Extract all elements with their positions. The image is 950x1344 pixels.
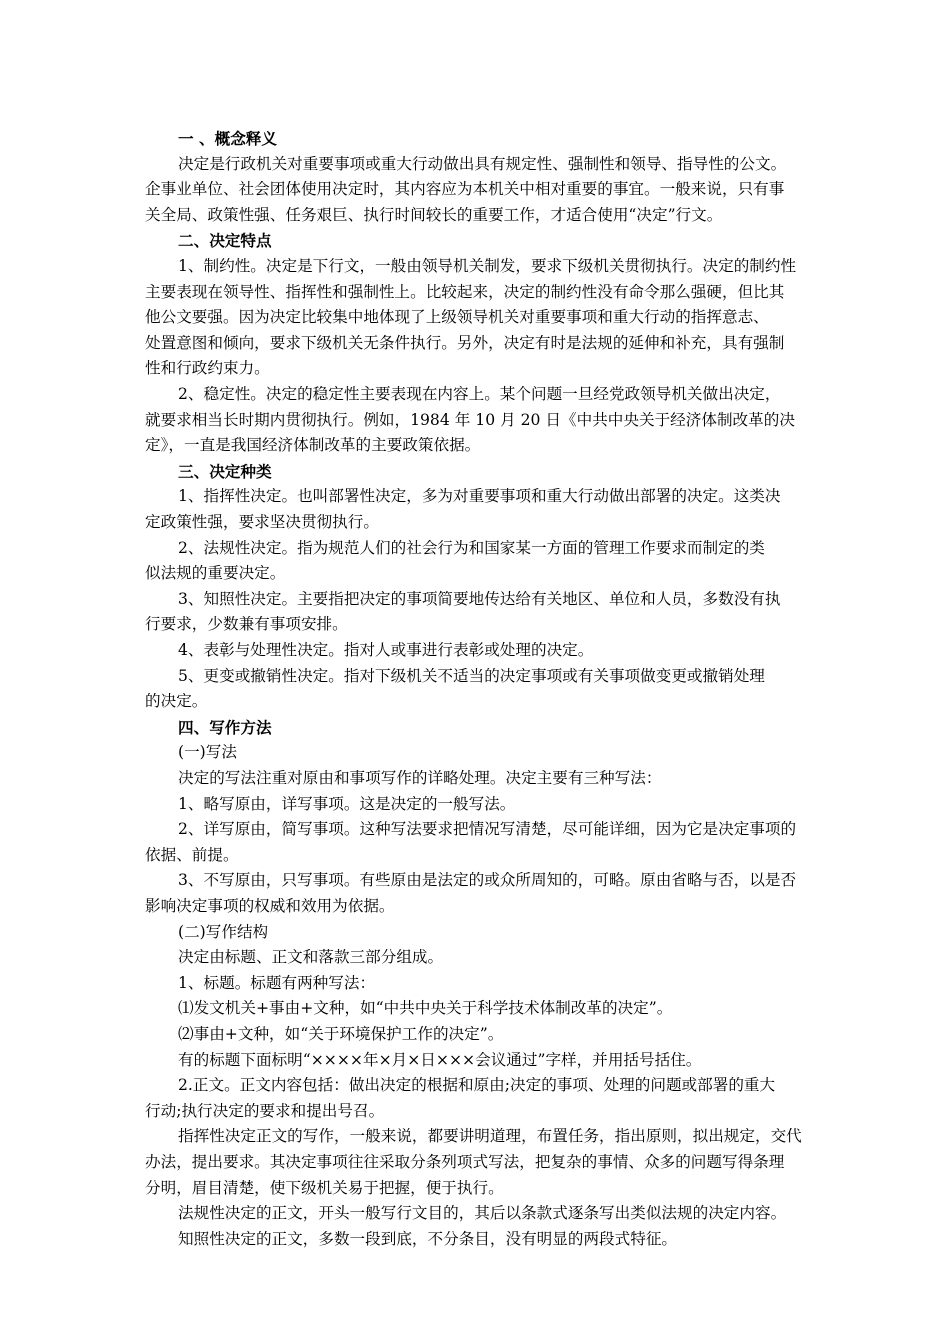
text-line: 定》，一直是我国经济体制改革的主要政策依据。 bbox=[145, 436, 481, 455]
text-line: 分明，眉目清楚，使下级机关易于把握，便于执行。 bbox=[145, 1178, 504, 1197]
text-line: (二)写作结构 bbox=[178, 922, 269, 941]
text-line: 法规性决定的正文，开头一般写行文目的，其后以条款式逐条写出类似法规的决定内容。 bbox=[178, 1204, 787, 1223]
text-line: 有的标题下面标明“××××年×月×日×××会议通过”字样，并用括号括住。 bbox=[178, 1050, 702, 1069]
text-line: 3、知照性决定。主要指把决定的事项简要地传达给有关地区、单位和人员，多数没有执 bbox=[178, 589, 781, 608]
text-line: 企事业单位、社会团体使用决定时，其内容应为本机关中相对重要的事宜。一般来说，只有事 bbox=[145, 180, 785, 199]
text-line: 决定由标题、正文和落款三部分组成。 bbox=[178, 948, 444, 967]
text-line: 关全局、政策性强、任务艰巨、执行时间较长的重要工作，才适合使用“决定”行文。 bbox=[145, 205, 723, 224]
text-line: 行要求，少数兼有事项安排。 bbox=[145, 615, 348, 634]
text-line: 1、略写原由，详写事项。这是决定的一般写法。 bbox=[178, 794, 516, 813]
text-line: 4、表彰与处理性决定。指对人或事进行表彰或处理的决定。 bbox=[178, 641, 594, 659]
text-line: 1、标题。标题有两种写法： bbox=[178, 973, 376, 992]
text-line: 依据、前提。 bbox=[145, 845, 239, 864]
text-line: 2、法规性决定。指为规范人们的社会行为和国家某一方面的管理工作要求而制定的类 bbox=[178, 538, 765, 557]
text-line: 处置意图和倾向，要求下级机关无条件执行。另外，决定有时是法规的延伸和补充，具有强制 bbox=[145, 333, 785, 352]
text-line: 2、详写原由，简写事项。这种写法要求把情况写清楚，尽可能详细，因为它是决定事项的 bbox=[178, 820, 797, 839]
text-line: ⑴发文机关+事由+文种，如“中共中央关于科学技术体制改革的决定”。 bbox=[178, 999, 673, 1018]
section-heading: 四、写作方法 bbox=[178, 717, 272, 737]
text-line: 主要表现在领导性、指挥性和强制性上。比较起来，决定的制约性没有命令那么强硬，但比其 bbox=[145, 282, 785, 301]
text-line: 影响决定事项的权威和效用为依据。 bbox=[145, 897, 395, 915]
text-line: 性和行政约束力。 bbox=[145, 359, 270, 378]
text-line: 决定的写法注重对原由和事项写作的详略处理。决定主要有三种写法： bbox=[178, 769, 662, 787]
text-line: 3、不写原由，只写事项。有些原由是法定的或众所周知的，可略。原由省略与否，以是否 bbox=[178, 871, 797, 890]
text-line: 的决定。 bbox=[145, 692, 208, 711]
section-heading: 二、决定特点 bbox=[178, 231, 272, 251]
text-line: 办法，提出要求。其决定事项往往采取分条列项式写法，把复杂的事情、众多的问题写得条理 bbox=[145, 1153, 785, 1171]
text-line: ⑵事由+文种，如“关于环境保护工作的决定”。 bbox=[178, 1025, 504, 1043]
text-line: 知照性决定的正文，多数一段到底，不分条目，没有明显的两段式特征。 bbox=[178, 1229, 678, 1248]
section-heading: 一 、概念释义 bbox=[178, 129, 277, 148]
section-heading: 三、决定种类 bbox=[178, 461, 272, 481]
text-line: 决定是行政机关对重要事项或重大行动做出具有规定性、强制性和领导、指导性的公文。 bbox=[178, 154, 787, 173]
text-line: 似法规的重要决定。 bbox=[145, 564, 286, 583]
text-line: 1、指挥性决定。也叫部署性决定，多为对重要事项和重大行动做出部署的决定。这类决 bbox=[178, 487, 781, 506]
text-line: 就要求相当长时期内贯彻执行。例如，1984 年 10 月 20 日《中共中央关于经济体制改革的决 bbox=[145, 410, 795, 429]
text-line: (一)写法 bbox=[178, 743, 237, 762]
text-line: 指挥性决定正文的写作，一般来说，都要讲明道理，布置任务，指出原则，拟出规定，交代 bbox=[178, 1127, 802, 1146]
text-line: 5、更变或撤销性决定。指对下级机关不适当的决定事项或有关事项做变更或撤销处理 bbox=[178, 666, 765, 685]
text-line: 1、制约性。决定是下行文，一般由领导机关制发，要求下级机关贯彻执行。决定的制约性 bbox=[178, 257, 797, 275]
text-line: 2、稳定性。决定的稳定性主要表现在内容上。某个问题一旦经党政领导机关做出决定， bbox=[178, 385, 781, 403]
text-line: 定政策性强，要求坚决贯彻执行。 bbox=[145, 513, 379, 531]
text-line: 他公文要强。因为决定比较集中地体现了上级领导机关对重要事项和重大行动的指挥意志、 bbox=[145, 308, 769, 327]
text-line: 2.正文。正文内容包括：做出决定的根据和原由;决定的事项、处理的问题或部署的重大 bbox=[178, 1076, 776, 1095]
text-line: 行动;执行决定的要求和提出号召。 bbox=[145, 1101, 385, 1120]
